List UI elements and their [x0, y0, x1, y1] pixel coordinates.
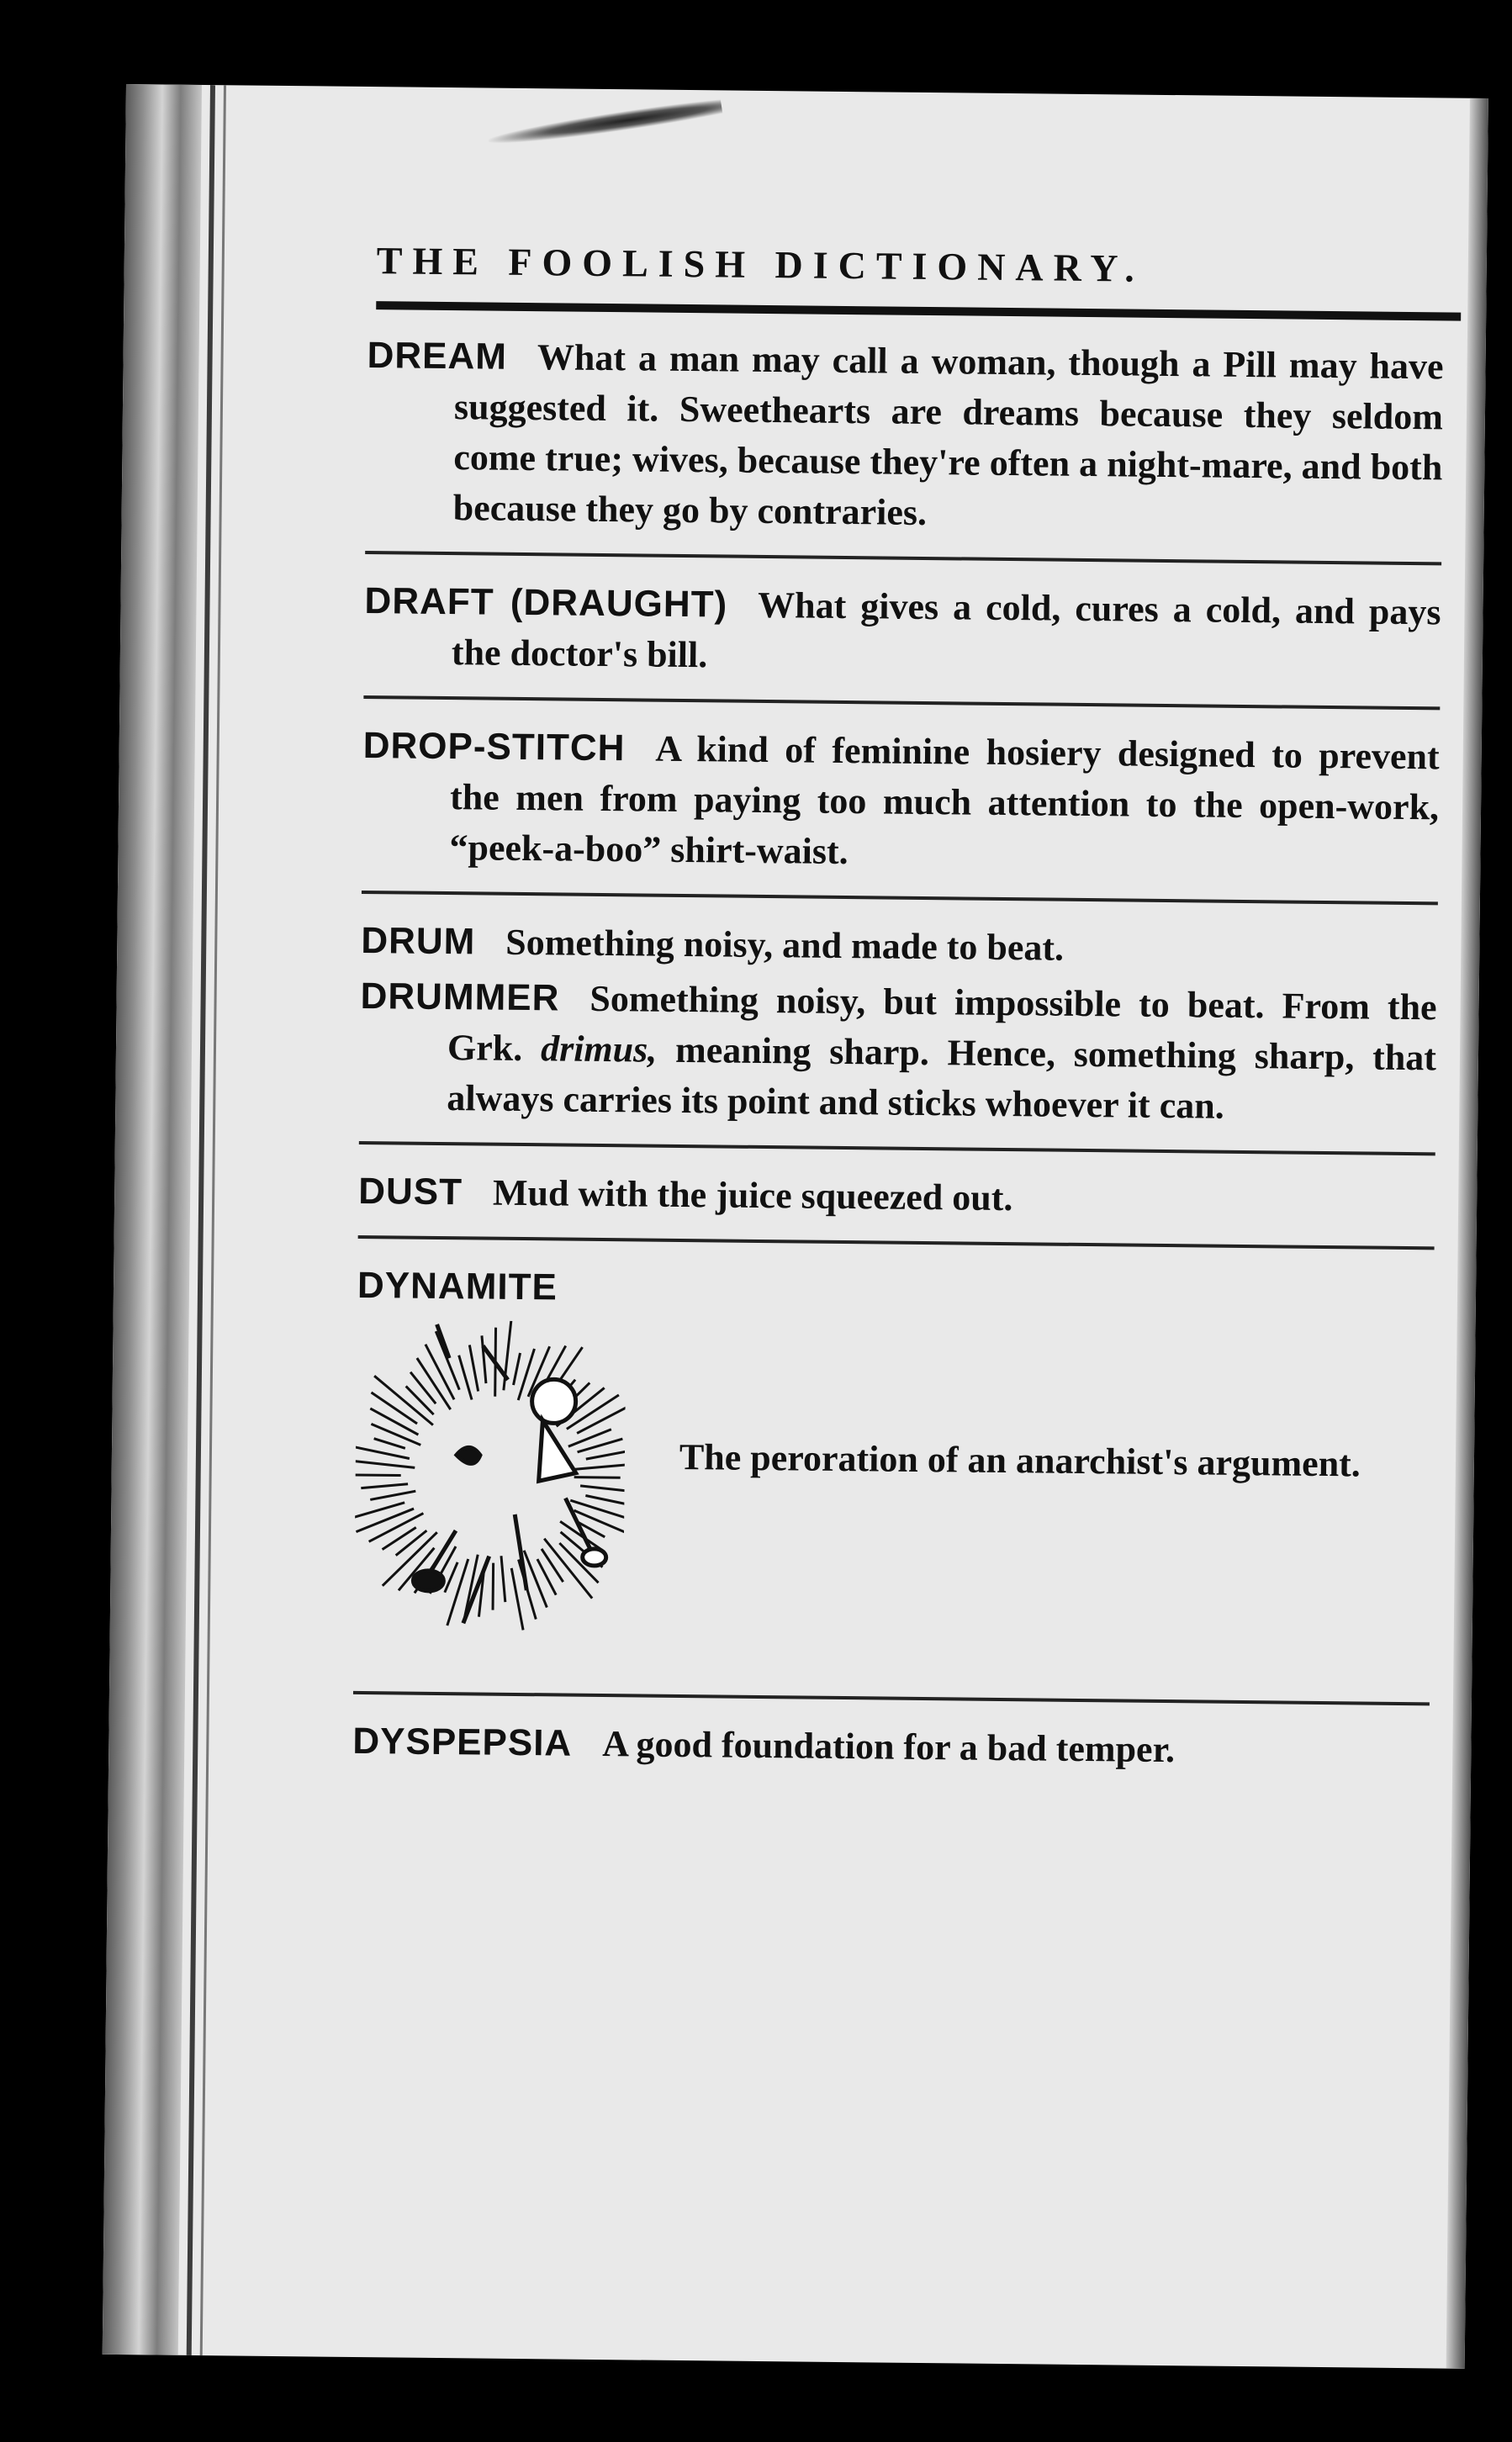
- definition: What a man may call a woman, though a Pill may have suggested it. Sweethearts are dreams because they seldom come true; wives, because they're often a night-mare, and both because they go by contraries.: [452, 336, 1444, 533]
- explosion-ray: [458, 1356, 472, 1400]
- explosion-ray: [574, 1477, 621, 1478]
- page-header: [376, 238, 1488, 321]
- definition-part: meaning sharp. Hence, something sharp, that always carries its point and sticks whoever it can.: [447, 1028, 1437, 1127]
- headword: DUST: [357, 1170, 463, 1213]
- page-scuff-mark: [487, 98, 722, 151]
- explosion-ray: [361, 1483, 408, 1488]
- explosion-ray: [410, 1372, 436, 1403]
- explosion-ray: [383, 1527, 416, 1550]
- explosion-ray: [353, 1475, 400, 1476]
- explosion-ray: [469, 1345, 478, 1391]
- definition: What gives a cold, cures a cold, and pays the doctor's bill.: [451, 584, 1441, 676]
- explosion-ray: [574, 1462, 626, 1470]
- etymology-italic: drimus,: [540, 1028, 658, 1070]
- explosion-ray: [510, 1568, 523, 1631]
- explosion-ray: [374, 1439, 405, 1449]
- definition: A good foundation for a bad temper.: [601, 1723, 1176, 1771]
- book-page: [103, 84, 1488, 2369]
- entry-dream: [365, 330, 1443, 543]
- explosion-ray: [523, 1551, 547, 1608]
- explosion-ray: [371, 1424, 420, 1445]
- entry-divider: [358, 1235, 1435, 1250]
- definition-part: Something noisy, but impossible to beat. From the Grk.: [447, 977, 1437, 1069]
- explosion-ray: [493, 1563, 494, 1610]
- explosion-ray: [500, 1556, 505, 1602]
- definition: The peroration of an anarchist's argument.: [679, 1435, 1361, 1485]
- explosion-ray: [445, 1562, 457, 1593]
- entry-dyspepsia: [352, 1716, 1430, 1778]
- explosion-ray: [514, 1353, 521, 1385]
- entry-divider: [365, 551, 1441, 565]
- explosion-ray: [353, 1461, 415, 1468]
- dictionary-entries: [352, 330, 1444, 1778]
- explosion-ray: [580, 1486, 626, 1491]
- explosion-ray: [370, 1491, 415, 1500]
- explosion-ray: [356, 1508, 414, 1532]
- running-title: THE FOOLISH DICTIONARY.: [376, 239, 1145, 290]
- entry-draft: [364, 576, 1441, 688]
- explosion-ray: [353, 1502, 404, 1521]
- explosion-ray: [405, 1386, 434, 1414]
- explosion-ray: [586, 1450, 626, 1460]
- header-rule: [376, 301, 1461, 321]
- entry-divider: [363, 695, 1440, 710]
- explosion-ray: [585, 1496, 626, 1506]
- definition: Something noisy, and made to beat.: [505, 921, 1065, 969]
- entry-divider: [359, 1141, 1435, 1155]
- headword: DROP-STITCH: [362, 724, 626, 769]
- headword: DREAM: [367, 335, 508, 378]
- explosion-ray: [396, 1530, 427, 1556]
- dynamite-row: [353, 1311, 1433, 1684]
- headword: DRUMMER: [360, 975, 560, 1019]
- spine-edge-line: [200, 85, 226, 2355]
- spine-binding: [103, 84, 202, 2355]
- explosion-ray: [542, 1549, 564, 1582]
- entry-dust: [358, 1166, 1435, 1228]
- explosion-ray: [436, 1331, 460, 1389]
- entry-drop-stitch: [362, 721, 1440, 883]
- explosion-ray: [370, 1409, 419, 1435]
- headword: DYNAMITE: [357, 1264, 558, 1308]
- definition: A kind of feminine hosiery designed to prevent the men from paying too much attention to the open-work, “peek-a-boo” shirt-waist.: [449, 727, 1440, 873]
- page-edge-shadow: [1446, 98, 1488, 2369]
- explosion-ray: [481, 1335, 486, 1383]
- explosion-illustration: [353, 1319, 626, 1658]
- headword: DYSPEPSIA: [352, 1720, 573, 1764]
- headword: DRAFT (DRAUGHT): [364, 580, 728, 626]
- entry-divider: [353, 1691, 1430, 1705]
- entry-drummer: [359, 971, 1437, 1134]
- headword: DRUM: [361, 919, 476, 963]
- explosion-ray: [371, 1393, 417, 1424]
- definition: Mud with the juice squeezed out.: [492, 1171, 1013, 1219]
- entry-divider: [362, 891, 1438, 905]
